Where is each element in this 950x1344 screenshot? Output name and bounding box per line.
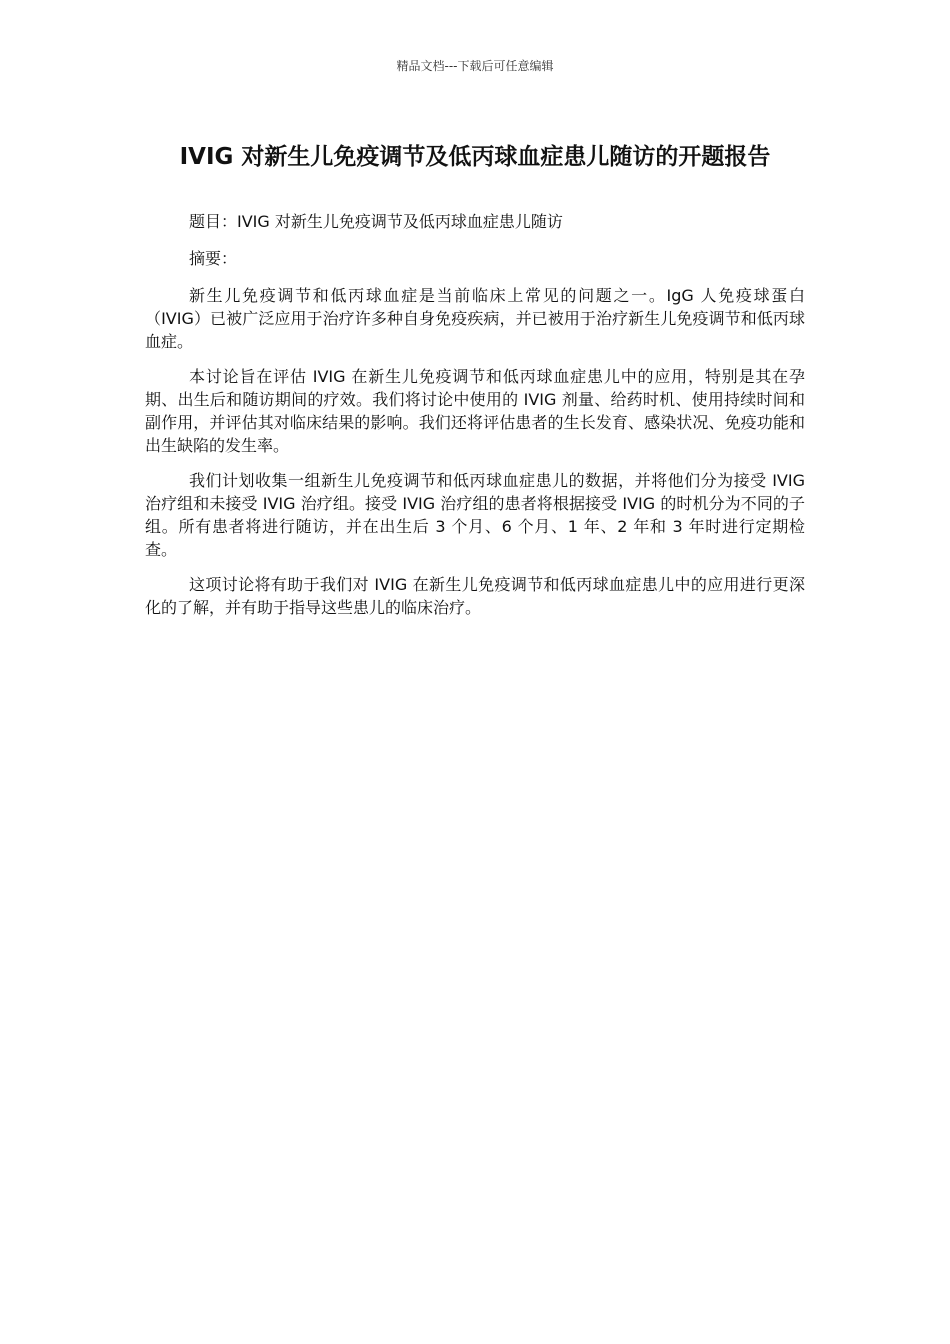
topic-line: 题目：IVIG 对新生儿免疫调节及低丙球血症患儿随访 bbox=[189, 212, 563, 231]
header-note: 精品文档---下载后可任意编辑 bbox=[396, 59, 554, 73]
paragraph-1: 新生儿免疫调节和低丙球血症是当前临床上常见的问题之一。IgG 人免疫球蛋白（IVIG）已被广泛应用于治疗许多种自身免疫疾病，并已被用于治疗新生儿免疫调节和低丙球血症。 bbox=[145, 286, 805, 351]
paragraph-2: 本讨论旨在评估 IVIG 在新生儿免疫调节和低丙球血症患儿中的应用，特别是其在孕期、出生后和随访期间的疗效。我们将讨论中使用的 IVIG 剂量、给药时机、使用持续时间和副作用，并评估其对临床结果的影响。我们还将评估患者的生长发育、感染状况、免疫功能和出生缺陷的发生率。 bbox=[145, 367, 805, 455]
paragraph-4: 这项讨论将有助于我们对 IVIG 在新生儿免疫调节和低丙球血症患儿中的应用进行更深化的了解，并有助于指导这些患儿的临床治疗。 bbox=[145, 575, 805, 617]
abstract-label: 摘要： bbox=[189, 249, 238, 268]
document-title: IVIG 对新生儿免疫调节及低丙球血症患儿随访的开题报告 bbox=[179, 144, 771, 170]
paragraph-3: 我们计划收集一组新生儿免疫调节和低丙球血症患儿的数据，并将他们分为接受 IVIG 治疗组和未接受 IVIG 治疗组。接受 IVIG 治疗组的患者将根据接受 IVIG 的时机分为不同的子组。所有患者将进行随访，并在出生后 3 个月、6 个月、1 年、2 年和 3 年时进行定期检查。 bbox=[145, 471, 805, 559]
document-body bbox=[145, 210, 805, 631]
